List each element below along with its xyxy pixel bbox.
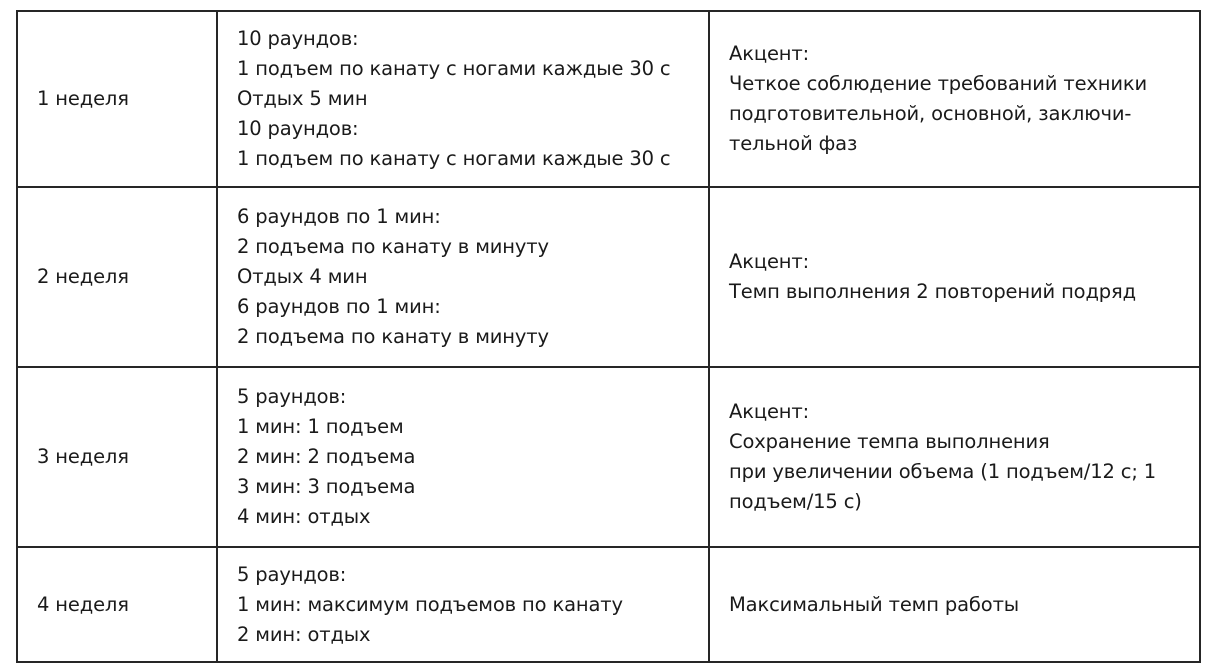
focus-cell [709, 187, 1200, 367]
workout-line: 3 мин: 3 подъема [237, 475, 416, 498]
workout-line: 5 раундов: [237, 385, 347, 408]
focus-text: Сохранение темпа выполнения [729, 430, 1050, 453]
week-label: 2 неделя [37, 265, 129, 288]
workout-line: 1 подъем по канату с ногами каждые 30 с [237, 147, 671, 170]
workout-line: 4 мин: отдых [237, 505, 371, 528]
workout-line: 2 подъема по канату в минуту [237, 325, 549, 348]
table-row-week-1 [17, 11, 1200, 187]
focus-label: Акцент: [729, 250, 810, 273]
workout-cell [217, 367, 709, 547]
workout-cell [217, 547, 709, 662]
focus-text: Четкое соблюдение требований техники [729, 72, 1148, 95]
week-cell [17, 367, 217, 547]
workout-line: 5 раундов: [237, 562, 347, 586]
focus-text: подготовительной, основной, заключи- [729, 102, 1132, 125]
workout-line: 6 раундов по 1 мин: [237, 295, 441, 318]
table-row-week-4 [17, 547, 1200, 662]
focus-cell [709, 11, 1200, 187]
week-cell [17, 11, 217, 187]
workout-cell [217, 187, 709, 367]
workout-cell [217, 11, 709, 187]
workout-line: 10 раундов: [237, 117, 359, 140]
week-cell [17, 187, 217, 367]
week-label: 3 неделя [37, 445, 129, 468]
focus-text: тельной фаз [729, 132, 858, 155]
training-plan-table [16, 10, 1201, 663]
workout-line: 2 подъема по канату в минуту [237, 235, 549, 258]
workout-line: 10 раундов: [237, 27, 359, 50]
table-row-week-3 [17, 367, 1200, 547]
focus-text: при увеличении объема (1 подъем/12 с; 1 [729, 460, 1157, 483]
focus-label: Акцент: [729, 400, 810, 423]
focus-cell [709, 547, 1200, 662]
table-row-week-2 [17, 187, 1200, 367]
focus-label: Акцент: [729, 42, 810, 65]
focus-cell [709, 367, 1200, 547]
workout-line: 1 подъем по канату с ногами каждые 30 с [237, 57, 671, 80]
workout-line: 1 мин: 1 подъем [237, 415, 404, 438]
workout-line: 6 раундов по 1 мин: [237, 205, 441, 228]
workout-line: 1 мин: максимум подъемов по канату [237, 592, 623, 616]
workout-line: Отдых 5 мин [237, 87, 368, 110]
workout-line: 2 мин: отдых [237, 622, 371, 646]
focus-text: Темп выполнения 2 повторений подряд [729, 280, 1136, 303]
week-label: 1 неделя [37, 87, 129, 110]
week-cell [17, 547, 217, 662]
workout-line: 2 мин: 2 подъема [237, 445, 416, 468]
focus-text: подъем/15 с) [729, 490, 862, 513]
cropped-heading-fragment [0, 0, 1212, 10]
focus-text: Максимальный темп работы [729, 592, 1020, 616]
workout-line: Отдых 4 мин [237, 265, 368, 288]
week-label: 4 неделя [37, 592, 129, 616]
